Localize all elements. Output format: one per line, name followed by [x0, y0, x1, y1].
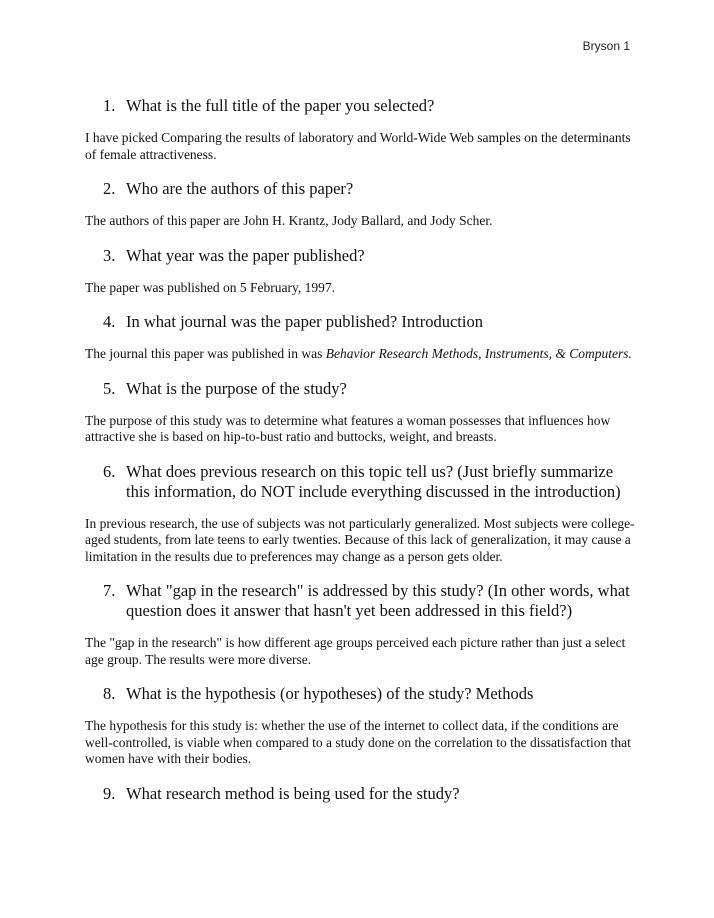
question-text: What is the full title of the paper you selected?	[126, 96, 435, 115]
answer-1: I have picked Comparing the results of laboratory and World-Wide Web samples on the determinants of female attractiveness.	[85, 130, 631, 162]
question-text: Who are the authors of this paper?	[126, 179, 354, 198]
question-text: What "gap in the research" is addressed by this study? (In other words, what question does it answer that hasn't yet been addressed in this field?)	[126, 581, 630, 620]
question-number: 3.	[103, 245, 116, 265]
answer-3: The paper was published on 5 February, 1997.	[85, 279, 335, 295]
answer-8: The hypothesis for this study is: whether the use of the internet to collect data, if the conditions are well-controlled, is viable when compared to a study done on the correlation to the dissatisfaction that women have with their bodies.	[85, 718, 631, 766]
question-number: 4.	[103, 312, 116, 331]
journal-name: Behavior Research Methods, Instruments, & Computers.	[325, 346, 632, 361]
question-number: 5.	[103, 378, 116, 398]
question-number: 9.	[103, 783, 116, 803]
question-number: 6.	[103, 461, 116, 481]
page-header: Bryson 1	[582, 39, 630, 53]
question-text: What does previous research on this topic tell us? (Just briefly summarize this information, do NOT include everything discussed in the introduction)	[126, 461, 621, 501]
question-6	[85, 462, 637, 502]
question-4	[85, 312, 637, 332]
answer-text: The journal this paper was published in was	[85, 346, 326, 361]
question-number: 1.	[103, 96, 116, 115]
question-8	[85, 684, 637, 704]
question-text: What is the purpose of the study?	[126, 378, 347, 398]
question-number: 8.	[103, 684, 116, 703]
question-text: What year was the paper published?	[126, 245, 365, 265]
answer-7: The "gap in the research" is how different age groups perceived each picture rather than just a select age group. The results were more diverse.	[85, 635, 626, 667]
answer-5: The purpose of this study was to determine what features a woman possesses that influences how attractive she is based on hip-to-bust ratio and buttocks, weight, and breasts.	[85, 412, 611, 444]
question-3	[85, 246, 637, 266]
question-5	[85, 379, 637, 399]
question-text: What is the hypothesis (or hypotheses) of the study? Methods	[126, 684, 534, 703]
question-number: 7.	[103, 581, 116, 600]
answer-4	[85, 346, 637, 363]
question-text: In what journal was the paper published? Introduction	[126, 312, 483, 331]
answer-6: In previous research, the use of subjects was not particularly generalized. Most subjects were college-aged students, from late teens to early twenties. Because of this lack of generalization, it may cause a limitation in the results due to preferences may change as a person gets older.	[85, 515, 635, 564]
question-number: 2.	[103, 179, 116, 198]
answer-2: The authors of this paper are John H. Krantz, Jody Ballard, and Jody Scher.	[85, 213, 493, 228]
question-1	[85, 96, 637, 116]
question-text: What research method is being used for the study?	[126, 783, 460, 803]
question-9	[85, 784, 637, 804]
question-7	[85, 581, 637, 621]
document-body	[85, 96, 637, 804]
question-2	[85, 179, 637, 199]
